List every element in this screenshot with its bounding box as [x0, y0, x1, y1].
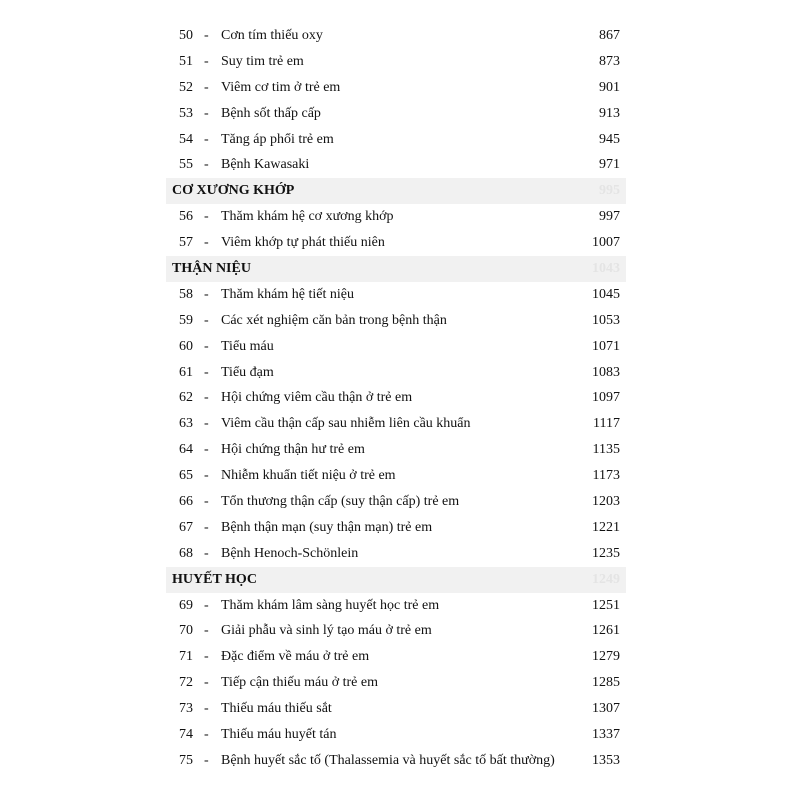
toc-entry: [166, 437, 626, 463]
entry-dash: -: [204, 28, 209, 43]
entry-dash: -: [204, 675, 209, 691]
entry-number: 66: [179, 494, 193, 510]
entry-dash: -: [204, 312, 209, 328]
entry-number: 62: [179, 390, 193, 406]
section-header: [166, 567, 626, 593]
entry-title: Tăng áp phổi trẻ em: [221, 131, 334, 147]
entry-dash: -: [204, 286, 209, 302]
entry-number: 68: [179, 545, 193, 561]
toc-entry: [166, 463, 626, 489]
entry-number: 75: [179, 752, 193, 768]
toc-entry: [166, 308, 626, 334]
entry-page-number: 1173: [592, 468, 620, 484]
entry-title: Bệnh Kawasaki: [221, 157, 310, 173]
entry-title: Bệnh thận mạn (suy thận mạn) trẻ em: [221, 519, 433, 535]
entry-dash: -: [204, 494, 209, 510]
toc-entry: [166, 644, 626, 670]
entry-dash: -: [204, 390, 209, 406]
entry-number: 50: [179, 28, 193, 43]
entry-dash: -: [204, 131, 209, 147]
entry-dash: -: [204, 649, 209, 665]
entry-title: Thăm khám hệ cơ xương khớp: [221, 209, 394, 225]
entry-page-number: 1221: [592, 519, 620, 535]
entry-dash: -: [204, 79, 209, 95]
entry-number: 65: [179, 468, 193, 484]
entry-dash: -: [204, 701, 209, 717]
entry-number: 64: [179, 442, 193, 458]
entry-dash: -: [204, 442, 209, 458]
entry-page-number: 1045: [592, 286, 620, 302]
section-title: HUYẾT HỌC: [172, 571, 257, 587]
entry-page-number: 1071: [592, 338, 620, 354]
entry-page-number: 971: [599, 157, 620, 173]
entry-title: Thăm khám lâm sàng huyết học trẻ em: [221, 597, 440, 613]
entry-page-number: 1097: [592, 390, 620, 406]
section-title: CƠ XƯƠNG KHỚP: [172, 183, 295, 199]
toc-entry: [166, 360, 626, 386]
toc-entry: [166, 75, 626, 101]
section-header: [166, 178, 626, 204]
entry-number: 69: [179, 597, 193, 613]
toc-entry: [166, 152, 626, 178]
entry-number: 58: [179, 286, 193, 302]
entry-page-number: 1353: [592, 752, 620, 768]
entry-dash: -: [204, 157, 209, 173]
entry-page-number: 1203: [592, 494, 620, 510]
entry-title: Giải phẫu và sinh lý tạo máu ở trẻ em: [221, 623, 432, 639]
entry-page-number: 913: [599, 105, 620, 121]
entry-title: Đặc điểm về máu ở trẻ em: [221, 649, 370, 665]
entry-title: Tiểu máu: [221, 338, 274, 354]
toc-entry: [166, 748, 626, 774]
entry-page-number: 1083: [592, 364, 620, 380]
entry-title: Hội chứng thận hư trẻ em: [221, 442, 365, 458]
entry-number: 54: [179, 131, 193, 147]
entry-page-number: 901: [599, 79, 620, 95]
entry-number: 73: [179, 701, 193, 717]
entry-page-number: 997: [599, 209, 620, 225]
section-page-number: 1043: [592, 261, 620, 277]
entry-title: Tiểu đạm: [221, 364, 274, 380]
entry-number: 59: [179, 312, 193, 328]
toc-entry: [166, 101, 626, 127]
toc-entry: [166, 593, 626, 619]
entry-title: Thiếu máu thiếu sắt: [221, 701, 332, 717]
toc-entry: [166, 127, 626, 153]
entry-dash: -: [204, 468, 209, 484]
toc-entry: [166, 670, 626, 696]
entry-number: 57: [179, 235, 193, 251]
entry-number: 61: [179, 364, 193, 380]
entry-page-number: 1235: [592, 545, 620, 561]
entry-dash: -: [204, 752, 209, 768]
toc-entry: [166, 49, 626, 75]
entry-dash: -: [204, 338, 209, 354]
entry-title: Suy tim trẻ em: [221, 53, 304, 69]
toc-entry: [166, 489, 626, 515]
entry-number: 51: [179, 53, 193, 69]
section-page-number: 995: [599, 183, 620, 199]
entry-page-number: 873: [599, 53, 620, 69]
toc-entry: [166, 385, 626, 411]
entry-dash: -: [204, 597, 209, 613]
entry-number: 63: [179, 416, 193, 432]
toc-entry: [166, 23, 626, 49]
entry-title: Bệnh Henoch-Schönlein: [221, 545, 359, 561]
entry-dash: -: [204, 364, 209, 380]
entry-dash: -: [204, 623, 209, 639]
entry-page-number: 1337: [592, 727, 620, 743]
entry-dash: -: [204, 235, 209, 251]
entry-number: 72: [179, 675, 193, 691]
entry-number: 55: [179, 157, 193, 173]
toc-entry: [166, 411, 626, 437]
entry-page-number: 1007: [592, 235, 620, 251]
section-page-number: 1249: [592, 571, 620, 587]
entry-page-number: 1117: [593, 416, 620, 432]
entry-number: 60: [179, 338, 193, 354]
entry-number: 70: [179, 623, 193, 639]
toc-entry: [166, 334, 626, 360]
entry-title: Tổn thương thận cấp (suy thận cấp) trẻ em: [221, 494, 460, 510]
entry-page-number: 1251: [592, 597, 620, 613]
entry-title: Bệnh huyết sắc tố (Thalassemia và huyết sắc tố bất thường): [221, 752, 555, 768]
entry-number: 74: [179, 727, 193, 743]
entry-page-number: 1285: [592, 675, 620, 691]
entry-page-number: 1307: [592, 701, 620, 717]
entry-page-number: 1261: [592, 623, 620, 639]
entry-title: Bệnh sốt thấp cấp: [221, 105, 321, 121]
toc-entry: [166, 541, 626, 567]
entry-title: Hội chứng viêm cầu thận ở trẻ em: [221, 390, 413, 406]
toc-entry: [166, 696, 626, 722]
toc-entry: [166, 204, 626, 230]
entry-dash: -: [204, 105, 209, 121]
entry-number: 67: [179, 519, 193, 535]
entry-page-number: 1053: [592, 312, 620, 328]
toc-entry: [166, 618, 626, 644]
entry-title: Viêm cầu thận cấp sau nhiễm liên cầu khuẩn: [221, 416, 471, 432]
entry-title: Cơn tím thiếu oxy: [221, 28, 323, 43]
entry-title: Thăm khám hệ tiết niệu: [221, 286, 354, 302]
entry-dash: -: [204, 519, 209, 535]
entry-title: Nhiễm khuẩn tiết niệu ở trẻ em: [221, 468, 396, 484]
entry-dash: -: [204, 209, 209, 225]
section-title: THẬN NIỆU: [172, 261, 251, 277]
table-of-contents: [166, 23, 626, 774]
toc-entry: [166, 230, 626, 256]
entry-page-number: 1279: [592, 649, 620, 665]
entry-page-number: 867: [599, 28, 620, 43]
entry-number: 52: [179, 79, 193, 95]
entry-title: Tiếp cận thiếu máu ở trẻ em: [221, 675, 378, 691]
entry-number: 53: [179, 105, 193, 121]
toc-entry: [166, 282, 626, 308]
entry-dash: -: [204, 545, 209, 561]
entry-number: 56: [179, 209, 193, 225]
entry-dash: -: [204, 416, 209, 432]
entry-title: Thiếu máu huyết tán: [221, 727, 337, 743]
entry-page-number: 945: [599, 131, 620, 147]
entry-title: Viêm cơ tim ở trẻ em: [221, 79, 341, 95]
toc-entry: [166, 515, 626, 541]
toc-entry: [166, 722, 626, 748]
section-header: [166, 256, 626, 282]
entry-dash: -: [204, 53, 209, 69]
entry-title: Viêm khớp tự phát thiếu niên: [221, 235, 385, 251]
entry-number: 71: [179, 649, 193, 665]
entry-dash: -: [204, 727, 209, 743]
entry-title: Các xét nghiệm căn bản trong bệnh thận: [221, 312, 447, 328]
entry-page-number: 1135: [592, 442, 620, 458]
